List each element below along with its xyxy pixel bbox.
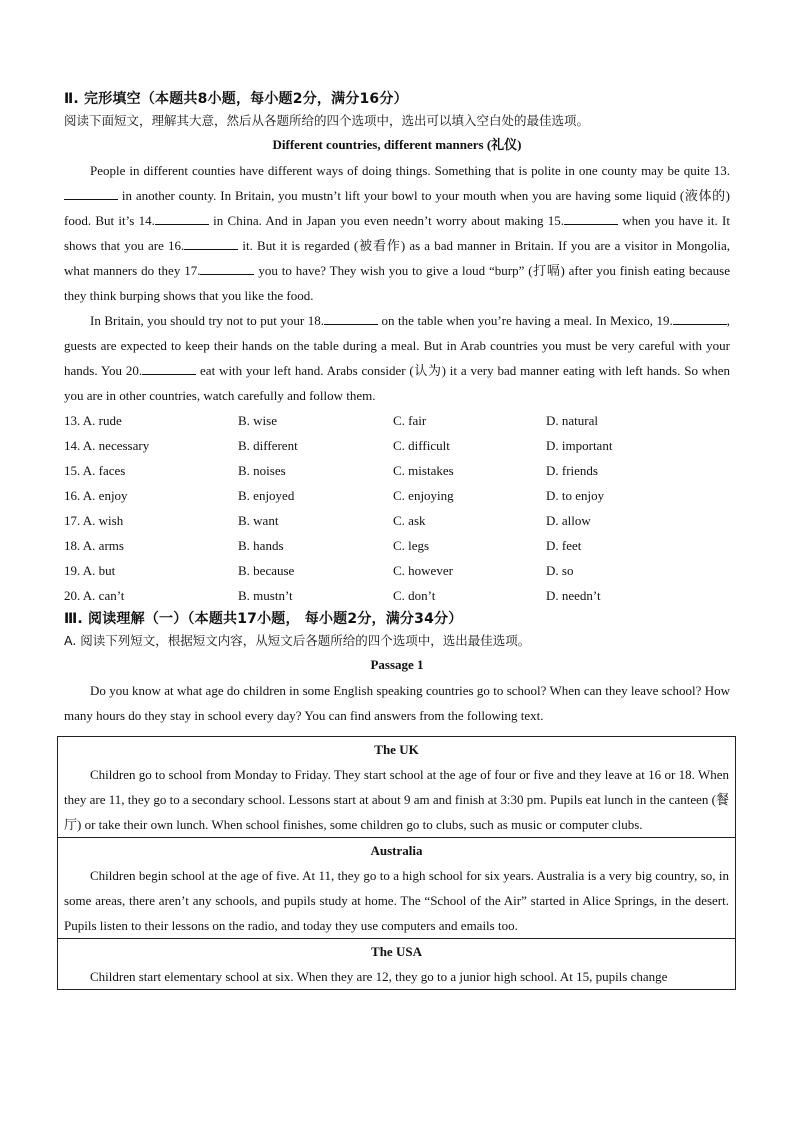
option-row-15 <box>64 458 730 483</box>
option-c: C. mistakes <box>393 463 454 478</box>
option-d: D. to enjoy <box>546 488 605 503</box>
option-row-17 <box>64 508 730 533</box>
option-a: 16. A. enjoy <box>64 488 128 503</box>
section3-instruction: A. 阅读下列短文，根据短文内容，从短文后各题所给的四个选项中，选出最佳选项。 <box>64 633 531 648</box>
option-c: C. ask <box>393 513 426 528</box>
section2-instruction: 阅读下面短文，理解其大意，然后从各题所给的四个选项中，选出可以填入空白处的最佳选项。 <box>64 113 590 128</box>
blank-17 <box>200 262 254 275</box>
option-d: D. natural <box>546 413 598 428</box>
option-d: D. important <box>546 438 613 453</box>
option-d: D. needn’t <box>546 588 601 603</box>
table-row-usa <box>58 939 735 989</box>
table-text: Children start elementary school at six. When they are 12, they go to a junior high school. At 15, pupils change <box>90 969 668 984</box>
reading-passage-title: Passage 1 <box>370 657 424 672</box>
option-c: C. enjoying <box>393 488 454 503</box>
option-b: B. mustn’t <box>238 588 293 603</box>
table-heading: The UK <box>374 742 419 757</box>
option-row-19 <box>64 558 730 583</box>
cloze-options <box>64 408 730 608</box>
option-b: B. different <box>238 438 298 453</box>
option-row-20 <box>64 583 730 608</box>
cloze-paragraph-2: In Britain, you should try not to put your 18. on the table when you’re having a meal. In Mexico, 19. , guests are expected to keep their hands on the table during a meal. But in Arab countries you must be very careful with your hands. You 20. eat with your left hand. Arabs consider (认为) it a very bad manner eating with left hands. So when you are in other countries, watch carefully and follow them. <box>64 313 730 403</box>
cloze-passage-title: Different countries, different manners (礼仪) <box>272 137 522 152</box>
option-d: D. allow <box>546 513 591 528</box>
blank-19 <box>673 312 727 325</box>
option-a: 18. A. arms <box>64 538 124 553</box>
table-text: Children begin school at the age of five. At 11, they go to a high school for six years. Australia is a very big country, so, in some areas, there aren’t any schools, and pupils study at home. The “School of the Air” started in Alice Springs, in the desert. Pupils listen to their lessons on the radio, and today they use computers and emails too. <box>64 868 729 933</box>
option-row-16 <box>64 483 730 508</box>
blank-14 <box>155 212 209 225</box>
countries-table <box>57 736 736 990</box>
option-b: B. enjoyed <box>238 488 295 503</box>
table-heading: The USA <box>371 944 422 959</box>
cloze-paragraph-1: People in different counties have different ways of doing things. Something that is polite in one county may be quite 13. in another county. In Britain, you mustn’t lift your bowl to your mouth when you are having some liquid (液体的) food. But it’s 14. in China. And in Japan you even needn’t worry about making 15. when you have it. It shows that you are 16. it. But it is regarded (被看作) as a bad manner in Britain. If you are a visitor in Mongolia, what manners do they 17. you to have? They wish you to give a loud “burp” (打嗝) after you finish eating because they think burping shows that you like the food. <box>64 163 730 303</box>
option-c: C. fair <box>393 413 427 428</box>
reading-intro: Do you know at what age do children in some English speaking countries go to school? When can they leave school? How many hours do they stay in school every day? You can find answers from the following text. <box>64 683 730 723</box>
option-b: B. because <box>238 563 295 578</box>
option-c: C. however <box>393 563 453 578</box>
blank-15 <box>564 212 618 225</box>
option-b: B. hands <box>238 538 284 553</box>
option-d: D. so <box>546 563 574 578</box>
blank-18 <box>324 312 378 325</box>
section2-title: Ⅱ. 完形填空（本题共8小题，每小题2分，满分16分） <box>64 91 408 107</box>
option-a: 20. A. can’t <box>64 588 125 603</box>
table-row-uk <box>58 737 735 838</box>
option-row-14 <box>64 433 730 458</box>
option-row-13 <box>64 408 730 433</box>
table-heading: Australia <box>370 843 423 858</box>
option-d: D. friends <box>546 463 598 478</box>
table-row-australia <box>58 838 735 939</box>
option-a: 19. A. but <box>64 563 116 578</box>
option-a: 15. A. faces <box>64 463 126 478</box>
blank-16 <box>184 237 238 250</box>
blank-20 <box>142 362 196 375</box>
option-a: 13. A. rude <box>64 413 122 428</box>
option-c: C. difficult <box>393 438 450 453</box>
exam-page <box>64 88 730 728</box>
section3-title: Ⅲ. 阅读理解（一）（本题共17小题， 每小题2分，满分34分） <box>64 611 463 627</box>
option-d: D. feet <box>546 538 582 553</box>
option-b: B. wise <box>238 413 277 428</box>
option-c: C. don’t <box>393 588 436 603</box>
option-row-18 <box>64 533 730 558</box>
option-c: C. legs <box>393 538 430 553</box>
option-b: B. want <box>238 513 279 528</box>
blank-13 <box>64 187 118 200</box>
option-b: B. noises <box>238 463 286 478</box>
option-a: 17. A. wish <box>64 513 124 528</box>
table-text: Children go to school from Monday to Friday. They start school at the age of four or five and they leave at 16 or 18. When they are 11, they go to a secondary school. Lessons start at about 9 am and finish at 3:30 pm. Pupils eat lunch in the canteen (餐厅) or take their own lunch. When school finishes, some children go to clubs, such as music or computer clubs. <box>64 767 729 832</box>
option-a: 14. A. necessary <box>64 438 150 453</box>
